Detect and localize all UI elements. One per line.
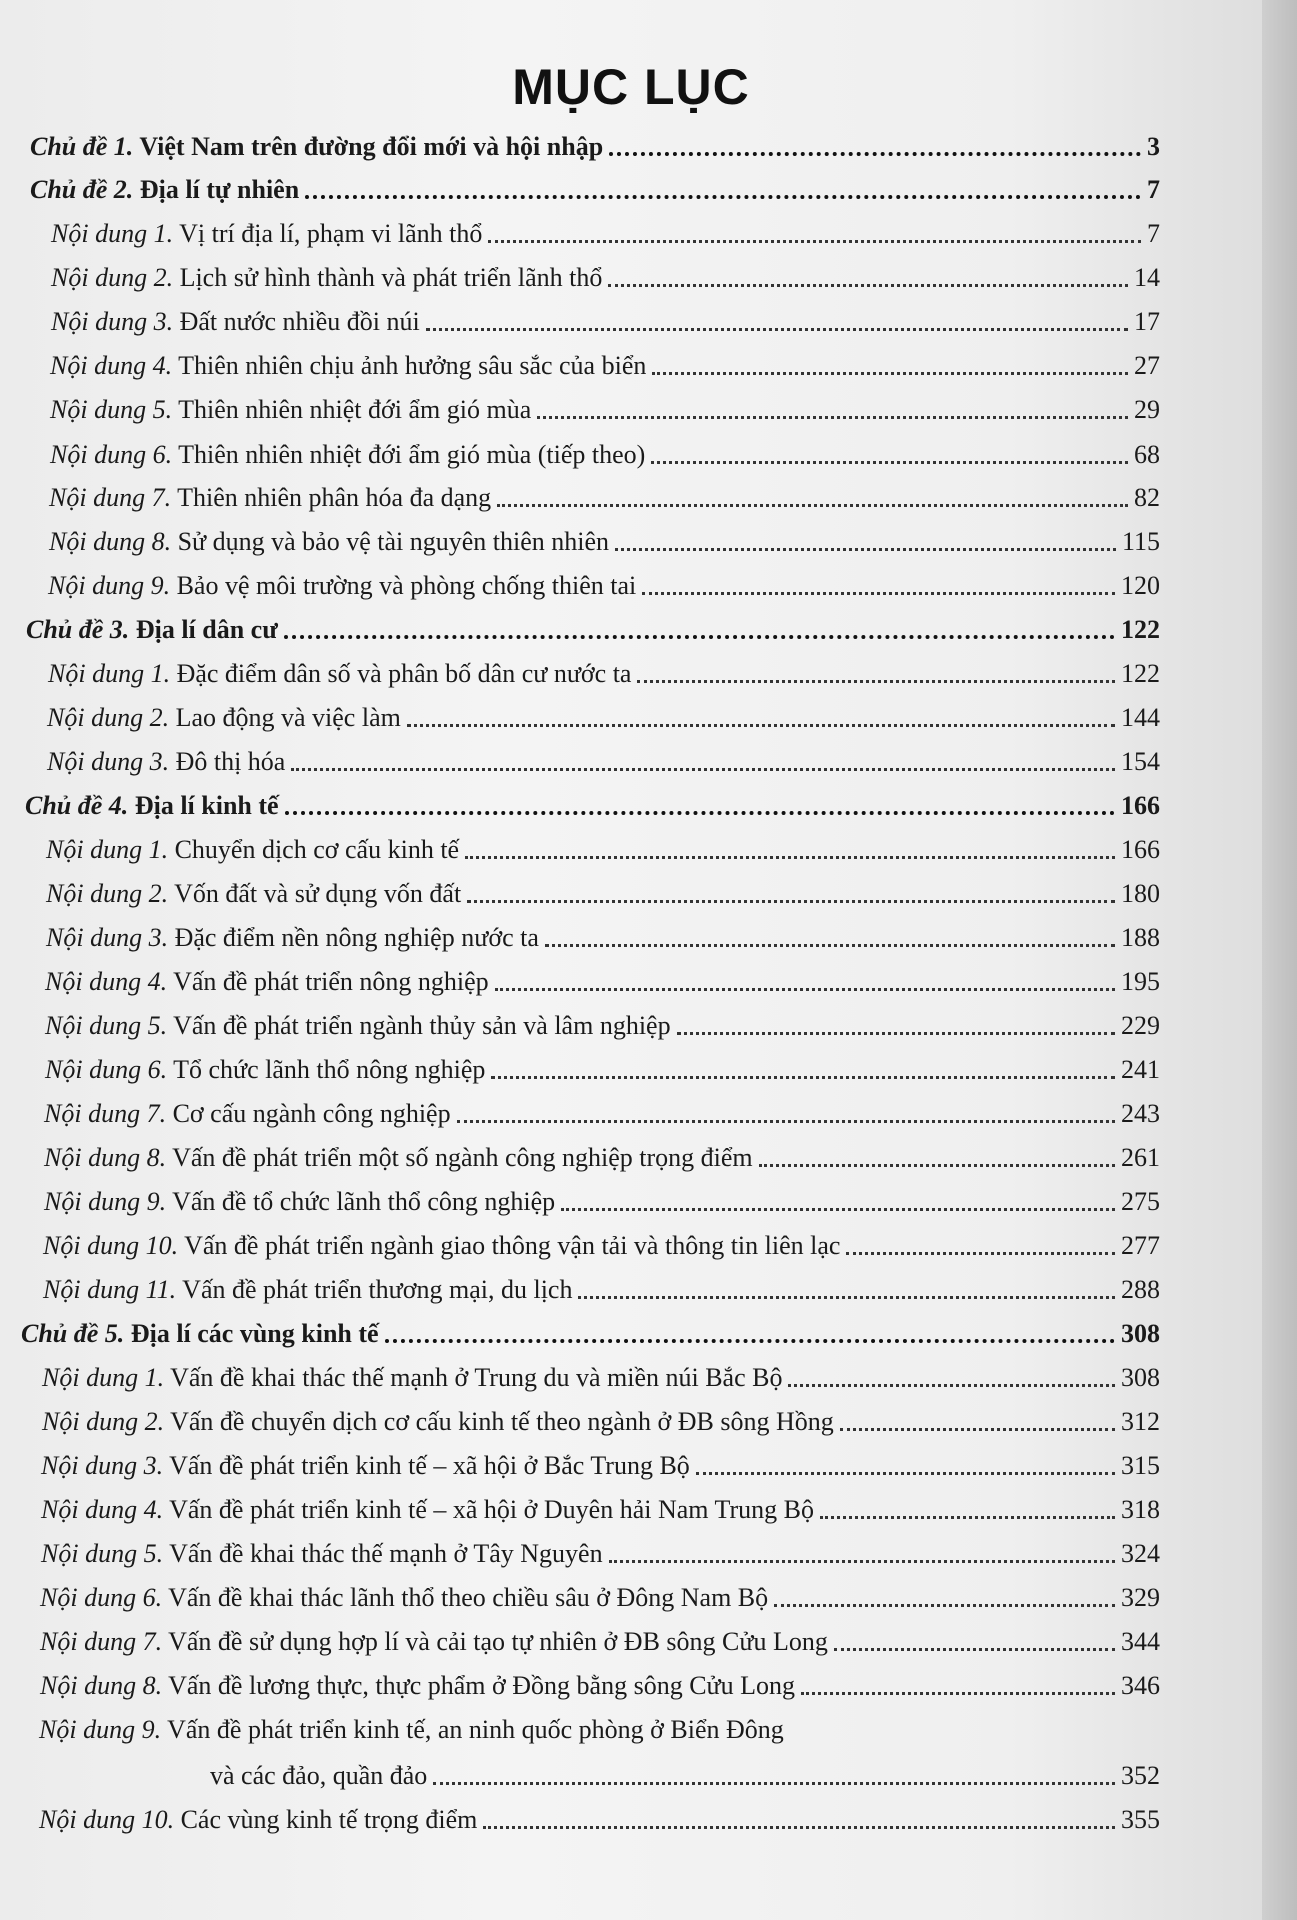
toc-entry-prefix: Nội dung 6. [40, 1583, 163, 1612]
toc-page-number: 68 [1134, 440, 1160, 469]
toc-entry-prefix: Nội dung 2. [47, 703, 170, 732]
toc-item-row [41, 1526, 1160, 1570]
toc-entry-prefix: Nội dung 1. [42, 1363, 165, 1392]
toc-leader-dots [284, 635, 1115, 639]
toc-entry-label [41, 1450, 690, 1482]
toc-item-row [44, 1174, 1160, 1218]
toc-leader-dots [305, 195, 1141, 199]
toc-entry-text: Vấn đề khai thác thế mạnh ở Trung du và miền núi Bắc Bộ [170, 1363, 783, 1392]
toc-entry-prefix: Nội dung 3. [47, 747, 170, 776]
toc-page-number: 122 [1121, 615, 1160, 644]
toc-topic-row [21, 1306, 1160, 1350]
toc-page-number: 275 [1121, 1187, 1160, 1216]
toc-entry-label [45, 966, 489, 998]
toc-entry-label [43, 1230, 840, 1262]
toc-item-row [47, 690, 1160, 734]
toc-entry-text: Đặc điểm dân số và phân bố dân cư nước ta [176, 659, 632, 688]
toc-entry-prefix: Chủ đề 5. [21, 1319, 125, 1348]
toc-entry-prefix: Nội dung 7. [40, 1627, 163, 1656]
toc-leader-dots [465, 856, 1115, 859]
toc-item-row [210, 1748, 1160, 1792]
toc-page-number: 120 [1121, 571, 1160, 600]
toc-entry-label [46, 922, 539, 954]
toc-leader-dots [642, 592, 1115, 595]
page-edge [1262, 0, 1297, 1920]
toc-entry-prefix: Nội dung 8. [40, 1671, 163, 1700]
toc-entry-label [51, 262, 602, 294]
toc-entry-prefix: Nội dung 3. [51, 307, 174, 336]
toc-leader-dots [677, 1032, 1115, 1035]
toc-entry-prefix: Nội dung 9. [44, 1187, 167, 1216]
toc-leader-dots [491, 1076, 1115, 1079]
toc-entry-prefix: Nội dung 10. [39, 1805, 175, 1834]
toc-entry-label [40, 1670, 795, 1702]
toc-item-row [51, 206, 1160, 250]
toc-leader-dots [467, 900, 1115, 903]
toc-item-row [51, 294, 1160, 338]
toc-item-row [49, 514, 1160, 558]
toc-leader-dots [483, 1826, 1115, 1829]
toc-page-number: 241 [1121, 1055, 1160, 1084]
toc-entry-label [40, 1626, 828, 1658]
toc-entry-text: Vấn đề khai thác lãnh thổ theo chiều sâu ở Đông Nam Bộ [168, 1583, 769, 1612]
toc-page-number: 3 [1147, 132, 1160, 161]
toc-topic-row [26, 602, 1160, 646]
toc-item-row [44, 1130, 1160, 1174]
toc-entry-label [47, 746, 285, 778]
toc-entry-text: Lao động và việc làm [175, 703, 401, 732]
toc-item-row [40, 1614, 1160, 1658]
toc-entry-text: Cơ cấu ngành công nghiệp [172, 1099, 451, 1128]
toc-entry-prefix: Chủ đề 4. [25, 791, 129, 820]
toc-page-number: 17 [1134, 307, 1160, 336]
toc-page-number: 166 [1121, 791, 1160, 820]
toc-entry-label [51, 218, 482, 250]
toc-entry-text: Vấn đề phát triển kinh tế – xã hội ở Duyên hải Nam Trung Bộ [169, 1495, 814, 1524]
toc-leader-dots [495, 988, 1115, 991]
toc-entry-label [44, 1098, 451, 1130]
toc-leader-dots [846, 1252, 1115, 1255]
toc-entry-prefix: Nội dung 5. [41, 1539, 164, 1568]
toc-entry-text: Việt Nam trên đường đổi mới và hội nhập [139, 132, 604, 161]
toc-entry-prefix: Nội dung 8. [49, 527, 172, 556]
toc-entry-label [49, 482, 491, 514]
toc-leader-dots [407, 724, 1115, 727]
toc-entry-text: Thiên nhiên nhiệt đới ẩm gió mùa [178, 395, 532, 424]
toc-leader-dots [788, 1384, 1115, 1387]
toc-item-row [40, 1570, 1160, 1614]
toc-leader-dots [545, 944, 1115, 947]
toc-entry-label [48, 658, 631, 690]
toc-entry-label [210, 1760, 427, 1792]
toc-entry-prefix: Chủ đề 3. [26, 615, 130, 644]
toc-page-number: 352 [1121, 1761, 1160, 1790]
toc-leader-dots [578, 1296, 1115, 1299]
toc-entry-label [49, 526, 609, 558]
toc-page-number: 277 [1121, 1231, 1160, 1260]
toc-entry-text: Thiên nhiên nhiệt đới ẩm gió mùa (tiếp theo) [178, 440, 646, 469]
toc-leader-dots [457, 1120, 1115, 1123]
toc-entry-label [47, 702, 401, 734]
toc-entry-label [21, 1318, 379, 1350]
toc-entry-prefix: Nội dung 9. [48, 571, 171, 600]
toc-entry-prefix: Nội dung 4. [41, 1495, 164, 1524]
toc-entry-label [46, 834, 459, 866]
toc-item-row [48, 558, 1160, 602]
toc-entry-label [40, 1582, 768, 1614]
toc-item-row [49, 470, 1160, 514]
toc-entry-prefix: Chủ đề 1. [30, 132, 134, 161]
toc-leader-dots [537, 416, 1128, 419]
toc-entry-text: Địa lí dân cư [135, 615, 278, 644]
toc-leader-dots [774, 1604, 1115, 1607]
toc-page-number: 27 [1134, 351, 1160, 380]
toc-page-number: 308 [1121, 1319, 1160, 1348]
toc-item-row [46, 910, 1160, 954]
toc-leader-dots [385, 1339, 1115, 1343]
toc-item-row [50, 338, 1160, 382]
toc-entry-label [41, 1494, 814, 1526]
toc-entry-prefix: Nội dung 7. [44, 1099, 167, 1128]
toc-entry-prefix: Nội dung 2. [51, 263, 174, 292]
toc-entry-label [26, 614, 278, 646]
toc-topic-row [30, 119, 1160, 163]
toc-page-number: 229 [1121, 1011, 1160, 1040]
toc-leader-dots [801, 1692, 1115, 1695]
toc-item-row [41, 1482, 1160, 1526]
toc-item-row [45, 1042, 1160, 1086]
toc-entry-text: Vấn đề chuyển dịch cơ cấu kinh tế theo ngành ở ĐB sông Hồng [170, 1407, 834, 1436]
toc-page-number: 29 [1134, 395, 1160, 424]
toc-page-number: 14 [1134, 263, 1160, 292]
toc-item-row [46, 822, 1160, 866]
toc-page-number: 166 [1121, 835, 1160, 864]
toc-entry-prefix: Nội dung 10. [43, 1231, 179, 1260]
toc-entry-prefix: Nội dung 1. [51, 219, 174, 248]
toc-entry-text: Bảo vệ môi trường và phòng chống thiên tai [176, 571, 637, 600]
toc-item-row [42, 1350, 1160, 1394]
toc-item-row [45, 954, 1160, 998]
toc-entry-label [39, 1714, 784, 1746]
toc-entry-prefix: Nội dung 9. [39, 1715, 162, 1744]
toc-entry-text: Vấn đề phát triển một số ngành công nghiệp trọng điểm [172, 1143, 753, 1172]
toc-entry-label [50, 439, 645, 471]
toc-item-row [50, 427, 1160, 471]
toc-entry-label [25, 790, 279, 822]
toc-entry-label [42, 1362, 782, 1394]
toc-leader-dots [433, 1782, 1115, 1785]
toc-item-row [44, 1086, 1160, 1130]
toc-page-number: 154 [1121, 747, 1160, 776]
toc-entry-prefix: Nội dung 5. [50, 395, 173, 424]
toc-page-number: 122 [1121, 659, 1160, 688]
toc-entry-prefix: Nội dung 8. [44, 1143, 167, 1172]
toc-page-number: 180 [1121, 879, 1160, 908]
toc-entry-prefix: Nội dung 4. [45, 967, 168, 996]
toc-entry-prefix: Nội dung 4. [50, 351, 173, 380]
toc-page-number: 7 [1147, 175, 1160, 204]
toc-page-number: 7 [1147, 219, 1160, 248]
toc-leader-dots [426, 328, 1128, 331]
toc-topic-row [30, 162, 1160, 206]
toc-page-number: 344 [1121, 1627, 1160, 1656]
toc-entry-label [50, 350, 646, 382]
toc-item-row [47, 734, 1160, 778]
toc-leader-dots [759, 1164, 1115, 1167]
toc-item-row [46, 866, 1160, 910]
toc-leader-dots [652, 372, 1128, 375]
toc-entry-prefix: Nội dung 2. [42, 1407, 165, 1436]
toc-entry-label [30, 131, 603, 163]
toc-entry-prefix: Nội dung 7. [49, 483, 172, 512]
toc-page-number: 82 [1134, 483, 1160, 512]
toc-entry-text: Vấn đề khai thác thế mạnh ở Tây Nguyên [169, 1539, 603, 1568]
toc-entry-text: và các đảo, quần đảo [210, 1761, 428, 1790]
toc-leader-dots [615, 548, 1116, 551]
toc-entry-text: Vấn đề phát triển kinh tế – xã hội ở Bắc Trung Bộ [169, 1451, 690, 1480]
toc-leader-dots [651, 461, 1128, 464]
toc-entry-text: Đô thị hóa [175, 747, 286, 776]
toc-page-number: 261 [1121, 1143, 1160, 1172]
toc-entry-prefix: Nội dung 1. [48, 659, 171, 688]
toc-entry-label [50, 394, 531, 426]
toc-entry-label [41, 1538, 603, 1570]
toc-entry-text: Địa lí tự nhiên [139, 175, 300, 204]
toc-item-row [40, 1658, 1160, 1702]
toc-entry-prefix: Nội dung 3. [46, 923, 169, 952]
toc-page-number: 346 [1121, 1671, 1160, 1700]
toc-entry-label [43, 1274, 572, 1306]
toc-page-number: 315 [1121, 1451, 1160, 1480]
toc-page-number: 318 [1121, 1495, 1160, 1524]
toc-leader-dots [696, 1472, 1115, 1475]
toc-page-number: 188 [1121, 923, 1160, 952]
toc-leader-dots [637, 680, 1115, 683]
toc-item-row [41, 1438, 1160, 1482]
toc-entry-text: Sử dụng và bảo vệ tài nguyên thiên nhiên [177, 527, 610, 556]
toc-leader-dots [840, 1428, 1115, 1431]
toc-entry-text: Vấn đề phát triển ngành thủy sản và lâm nghiệp [173, 1011, 671, 1040]
toc-leader-dots [609, 152, 1141, 156]
toc-entry-text: Vấn đề phát triển thương mại, du lịch [182, 1275, 573, 1304]
page-title: MỤC LỤC [512, 59, 750, 115]
toc-page-number: 308 [1121, 1363, 1160, 1392]
toc-leader-dots [608, 284, 1128, 287]
toc-page-number: 355 [1121, 1805, 1160, 1834]
toc-entry-text: Thiên nhiên chịu ảnh hưởng sâu sắc của biển [178, 351, 647, 380]
toc-entry-prefix: Chủ đề 2. [30, 175, 134, 204]
toc-entry-text: Vị trí địa lí, phạm vi lãnh thổ [179, 219, 483, 248]
toc-page-number: 329 [1121, 1583, 1160, 1612]
toc-entry-text: Các vùng kinh tế trọng điểm [180, 1805, 478, 1834]
toc-item-row [43, 1218, 1160, 1262]
toc-leader-dots [820, 1516, 1115, 1519]
toc-leader-dots [488, 240, 1141, 243]
toc-entry-label [46, 878, 461, 910]
toc-entry-text: Đất nước nhiều đồi núi [179, 307, 420, 336]
toc-item-row [50, 382, 1160, 426]
toc-topic-row [25, 778, 1160, 822]
toc-entry-prefix: Nội dung 6. [45, 1055, 168, 1084]
toc-entry-label [48, 570, 636, 602]
toc-entry-text: Vốn đất và sử dụng vốn đất [174, 879, 462, 908]
toc-leader-dots [834, 1648, 1115, 1651]
toc-leader-dots [609, 1560, 1115, 1563]
toc-page-number: 243 [1121, 1099, 1160, 1128]
toc-item-row [39, 1792, 1160, 1836]
toc-page-number: 115 [1121, 527, 1160, 556]
toc-entry-prefix: Nội dung 11. [43, 1275, 177, 1304]
toc-entry-label [45, 1010, 671, 1042]
toc-entry-text: Tổ chức lãnh thổ nông nghiệp [173, 1055, 486, 1084]
toc-page-number: 144 [1121, 703, 1160, 732]
toc-entry-text: Vấn đề phát triển kinh tế, an ninh quốc phòng ở Biển Đông [167, 1715, 784, 1744]
toc-item-row [39, 1702, 1160, 1746]
toc-entry-label [51, 306, 420, 338]
toc-page-number: 324 [1121, 1539, 1160, 1568]
toc-entry-prefix: Nội dung 1. [46, 835, 169, 864]
toc-entry-text: Vấn đề tổ chức lãnh thổ công nghiệp [172, 1187, 556, 1216]
toc-item-row [43, 1262, 1160, 1306]
toc-entry-text: Thiên nhiên phân hóa đa dạng [177, 483, 492, 512]
toc-item-row [48, 646, 1160, 690]
toc-entry-prefix: Nội dung 2. [46, 879, 169, 908]
toc-entry-label [44, 1142, 753, 1174]
toc-entry-label [44, 1186, 555, 1218]
toc-entry-text: Vấn đề sử dụng hợp lí và cải tạo tự nhiên ở ĐB sông Cửu Long [168, 1627, 828, 1656]
toc-page-number: 288 [1121, 1275, 1160, 1304]
toc-entry-text: Địa lí các vùng kinh tế [130, 1319, 379, 1348]
toc-entry-prefix: Nội dung 3. [41, 1451, 164, 1480]
toc-item-row [45, 998, 1160, 1042]
toc-entry-label [45, 1054, 485, 1086]
toc-item-row [51, 250, 1160, 294]
toc-entry-label [30, 174, 299, 206]
toc-entry-prefix: Nội dung 5. [45, 1011, 168, 1040]
toc-entry-label [39, 1804, 477, 1836]
toc-entry-text: Vấn đề phát triển nông nghiệp [173, 967, 489, 996]
toc-page-number: 195 [1121, 967, 1160, 996]
toc-entry-prefix: Nội dung 6. [50, 440, 173, 469]
toc-entry-text: Đặc điểm nền nông nghiệp nước ta [174, 923, 539, 952]
toc-leader-dots [285, 811, 1115, 815]
toc-entry-text: Chuyển dịch cơ cấu kinh tế [174, 835, 460, 864]
toc-page-number: 312 [1121, 1407, 1160, 1436]
toc-entry-text: Vấn đề phát triển ngành giao thông vận tải và thông tin liên lạc [184, 1231, 841, 1260]
toc-leader-dots [561, 1208, 1115, 1211]
toc-leader-dots [291, 768, 1115, 771]
toc-entry-text: Địa lí kinh tế [134, 791, 279, 820]
toc-entry-label [42, 1406, 834, 1438]
toc-entry-text: Vấn đề lương thực, thực phẩm ở Đồng bằng sông Cửu Long [168, 1671, 796, 1700]
toc-entry-text: Lịch sử hình thành và phát triển lãnh thổ [179, 263, 603, 292]
toc-item-row [42, 1394, 1160, 1438]
toc-leader-dots [497, 504, 1128, 507]
